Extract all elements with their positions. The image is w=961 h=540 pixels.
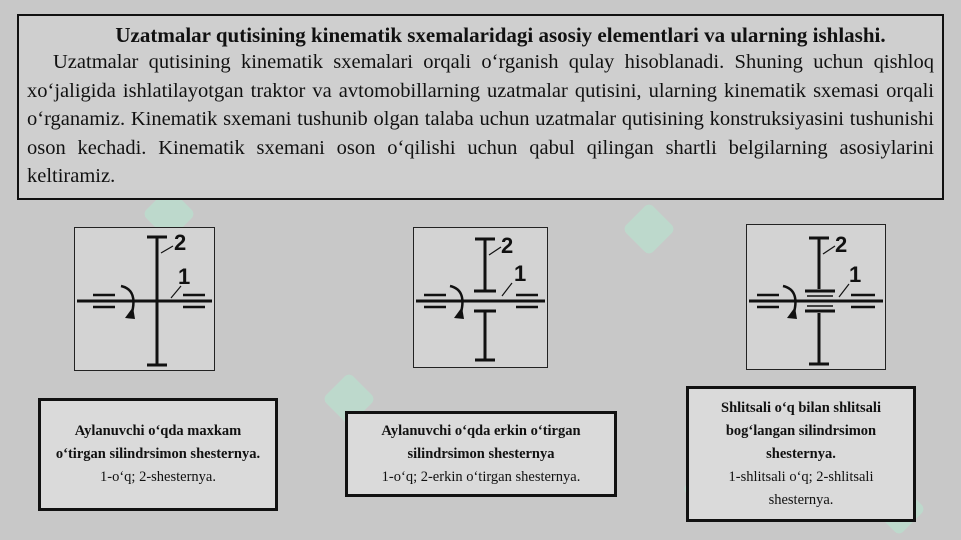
caption-title: Shlitsali o‘q bilan shlitsali bog‘langan silindrsimon shesternya.	[721, 399, 881, 462]
caption-fixed-gear	[38, 398, 278, 511]
shaft-label: 1	[178, 264, 191, 289]
intro-box	[17, 14, 944, 200]
gear-label: 2	[174, 230, 187, 255]
scheme-free-gear	[413, 227, 548, 368]
caption-legend: 1-o‘q; 2-shesternya.	[100, 469, 216, 485]
caption-title: Aylanuvchi o‘qda erkin o‘tirgan silindrsimon shesternya	[381, 422, 581, 462]
gear-label: 2	[835, 232, 848, 257]
caption-splined-gear	[686, 386, 916, 522]
intro-paragraph: Uzatmalar qutisining kinematik sxemalari orqali o‘rganish qulay hisoblanadi. Shuning uchun qishloq xo‘jaligida ishlatilayotgan traktor va avtomobillarning uzatmalar qutisini, ularning kinematik sxemasi orqali o‘rganamiz. Kinematik sxemani tushunib olgan talaba uchun uzatmalar qutisining konstruksiyasini tushunishi oson kechadi. Kinematik sxemani oson o‘qilishi uchun qabul qilingan shartli belgilarning asosiylarini keltiramiz.	[27, 51, 934, 187]
watermark-shape	[622, 202, 676, 256]
scheme-splined-gear	[746, 224, 886, 370]
page-title: Uzatmalar qutisining kinematik sxemalaridagi asosiy elementlari va ularning ishlashi.	[115, 23, 886, 47]
caption-legend: 1-shlitsali o‘q; 2-shlitsali shesternya.	[728, 468, 874, 508]
caption-legend: 1-o‘q; 2-erkin o‘tirgan shesternya.	[381, 468, 581, 485]
shaft-label: 1	[514, 261, 527, 286]
caption-title: Aylanuvchi o‘qda maxkam o‘tirgan silindrsimon shesternya.	[55, 423, 261, 462]
scheme-fixed-gear	[74, 227, 215, 371]
shaft-label: 1	[849, 262, 862, 287]
caption-free-gear	[345, 411, 617, 497]
gear-label: 2	[501, 233, 514, 258]
